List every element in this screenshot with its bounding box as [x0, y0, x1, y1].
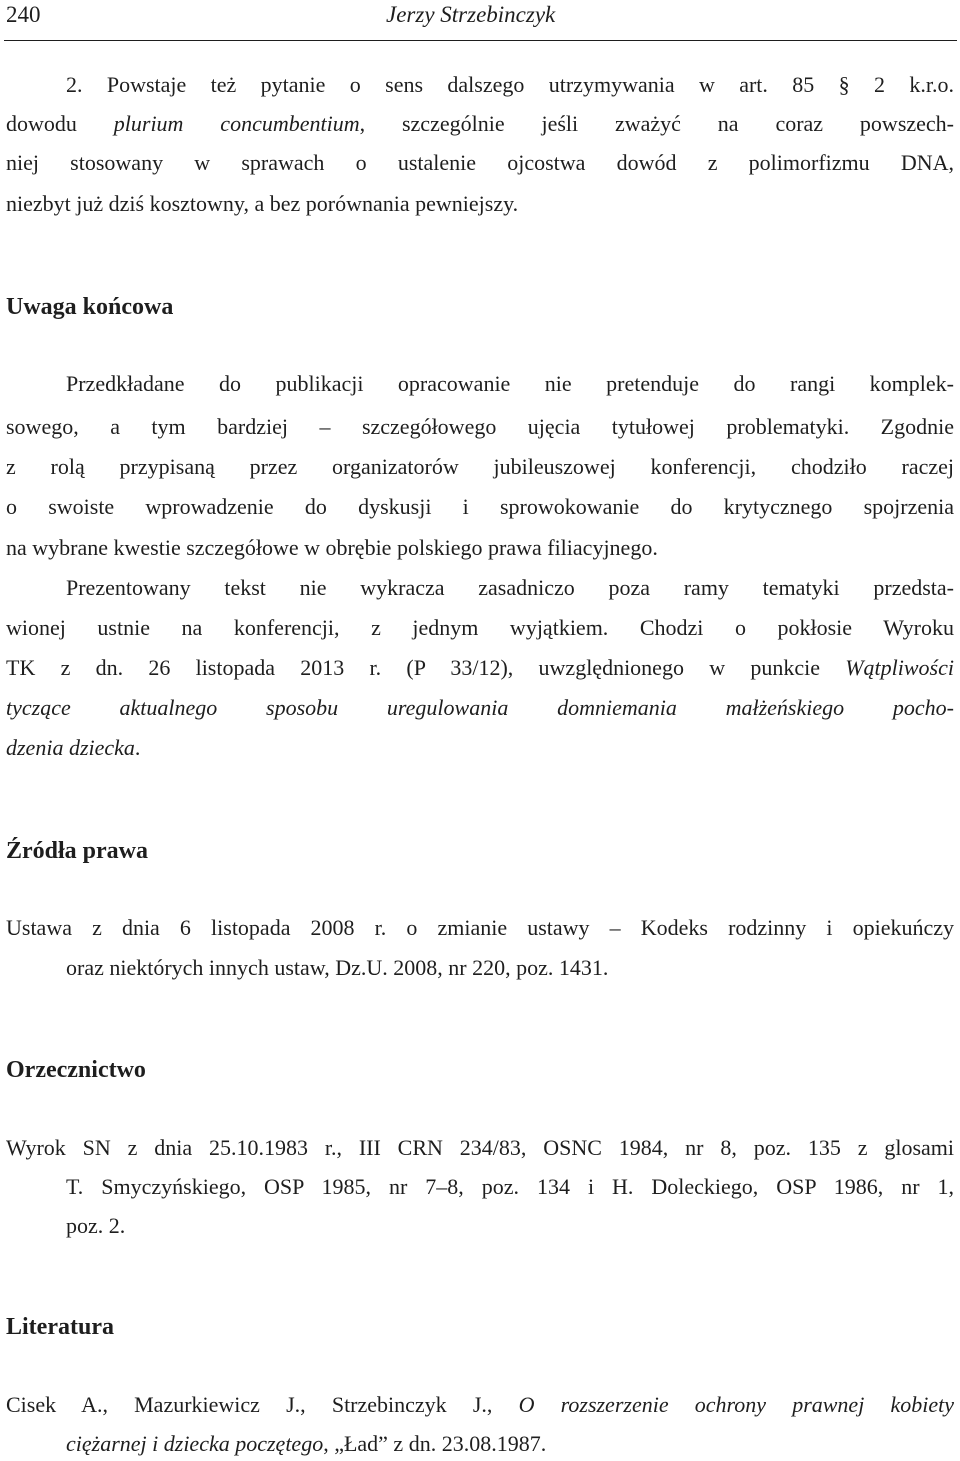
case-law-line-3: poz. 2.: [66, 1213, 126, 1238]
para1-line-3: niej stosowany w sprawach o ustalenie ojcostwa dowód z polimorfizmu DNA,: [6, 150, 954, 175]
section-heading-final-remark: Uwaga końcowa: [6, 294, 174, 320]
header-rule: [4, 40, 957, 41]
literature-line-1: Cisek A., Mazurkiewicz J., Strzebinczyk J., O rozszerzenie ochrony prawnej kobiety: [6, 1392, 954, 1417]
para1-line-4: niezbyt już dziś kosztowny, a bez porównania pewniejszy.: [6, 191, 519, 216]
legal-sources-line-1: Ustawa z dnia 6 listopada 2008 r. o zmianie ustawy – Kodeks rodzinny i opiekuńczy: [6, 915, 954, 940]
final-remark-line-6: Prezentowany tekst nie wykracza zasadniczo poza ramy tematyki przedsta-: [66, 575, 954, 600]
final-remark-line-10: dzenia dziecka.: [6, 735, 141, 760]
section-heading-legal-sources: Źródła prawa: [6, 838, 149, 864]
italic-title: Wątpliwości: [845, 655, 954, 680]
section-heading-literature: Literatura: [6, 1314, 114, 1340]
para1-line-2: dowodu plurium concumbentium, szczególnie jeśli zważyć na coraz powszech-: [6, 111, 954, 136]
case-law-line-2: T. Smyczyńskiego, OSP 1985, nr 7–8, poz. 134 i H. Doleckiego, OSP 1986, nr 1,: [66, 1174, 954, 1199]
para1-line-1: 2. Powstaje też pytanie o sens dalszego utrzymywania w art. 85 § 2 k.r.o.: [66, 72, 954, 97]
latin-term: plurium concumbentium: [113, 111, 360, 136]
running-title: Jerzy Strzebinczyk: [386, 2, 556, 27]
final-remark-line-5: na wybrane kwestie szczegółowe w obrębie polskiego prawa filiacyjnego.: [6, 535, 658, 560]
final-remark-line-9: tyczące aktualnego sposobu uregulowania domniemania małżeńskiego pocho-: [6, 695, 954, 720]
final-remark-line-1: Przedkładane do publikacji opracowanie nie pretenduje do rangi komplek-: [66, 371, 954, 396]
italic-title: O rozszerzenie ochrony prawnej kobiety: [518, 1392, 954, 1417]
section-heading-case-law: Orzecznictwo: [6, 1057, 146, 1083]
final-remark-line-8: TK z dn. 26 listopada 2013 r. (P 33/12), uwzględnionego w punkcie Wątpliwości: [6, 655, 954, 680]
final-remark-line-2: sowego, a tym bardziej – szczegółowego ujęcia tytułowej problematyki. Zgodnie: [6, 414, 954, 439]
running-header: [0, 0, 960, 42]
legal-sources-line-2: oraz niektórych innych ustaw, Dz.U. 2008, nr 220, poz. 1431.: [66, 955, 609, 980]
final-remark-line-3: z rolą przypisaną przez organizatorów jubileuszowej konferencji, chodziło raczej: [6, 454, 954, 479]
final-remark-line-7: wionej ustnie na konferencji, z jednym wyjątkiem. Chodzi o pokłosie Wyroku: [6, 615, 954, 640]
case-law-line-1: Wyrok SN z dnia 25.10.1983 r., III CRN 234/83, OSNC 1984, nr 8, poz. 135 z glosami: [6, 1135, 954, 1160]
page-number: 240: [6, 2, 41, 27]
literature-line-2: ciężarnej i dziecka poczętego, „Ład” z dn. 23.08.1987.: [66, 1431, 547, 1456]
final-remark-line-4: o swoiste wprowadzenie do dyskusji i sprowokowanie do krytycznego spojrzenia: [6, 494, 954, 519]
